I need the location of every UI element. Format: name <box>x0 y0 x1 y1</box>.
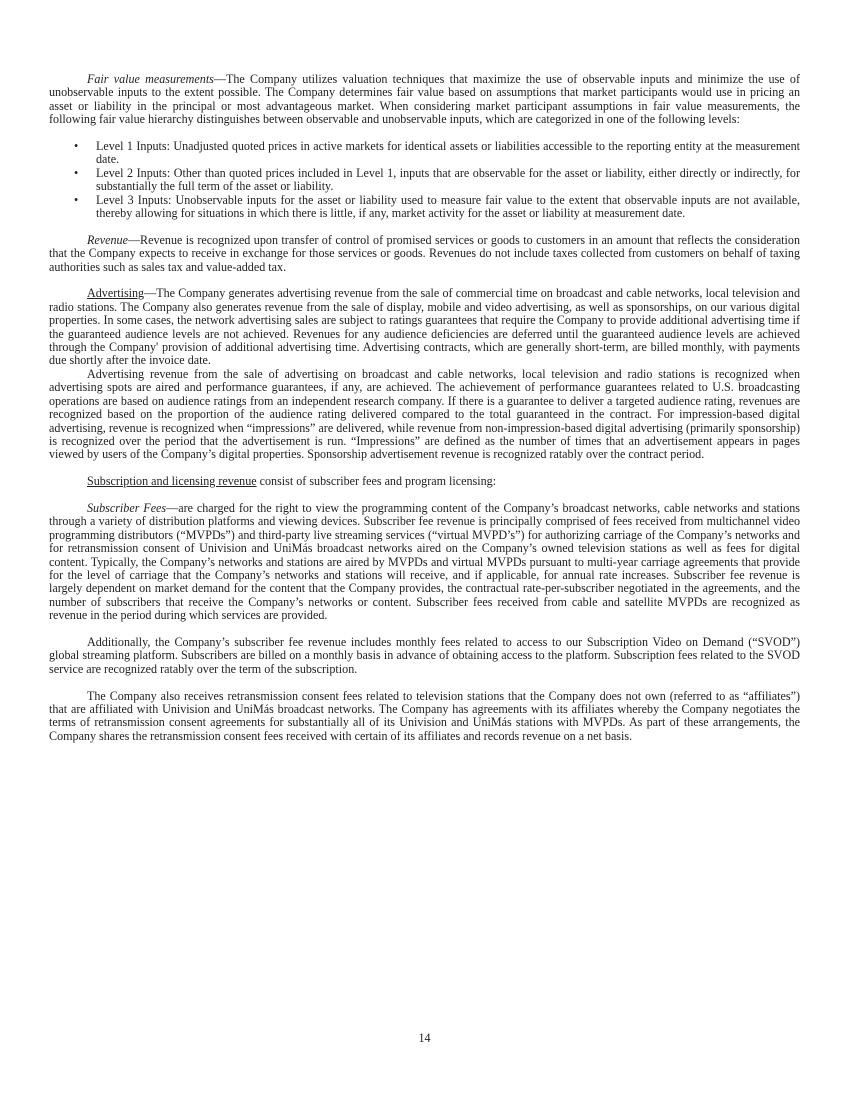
fair-value-levels-list <box>49 140 800 220</box>
list-item <box>74 165 800 194</box>
fair-value-paragraph <box>49 73 800 127</box>
level-3-text: Level 3 Inputs: Unobservable inputs for the asset or liability used to measure fair value to the extent that observable inputs are not available, thereby allowing for situations in which there is little, if any, market activity for the asset or liability at measurement date. <box>96 192 800 221</box>
document-page <box>49 73 800 743</box>
list-item <box>74 192 800 221</box>
revenue-paragraph <box>49 234 800 274</box>
subscriber-fees-paragraph <box>49 502 800 623</box>
advertising-recognition-paragraph: Advertising revenue from the sale of advertising on broadcast and cable networks, local television and radio stations is recognized when advertising spots are aired and performance guarantees, if any, are achieved. The achievement of performance guarantees related to U.S. broadcasting operations are based on audience ratings from an independent research company. If there is a guarantee to deliver a targeted audience rating, revenues are recognized based on the proportion of the audience rating delivered compared to the total guaranteed in the contract. For impression-based digital advertising, revenue is recognized when “impressions” are delivered, while revenue from non-impression-based digital advertising (primarily sponsorship) is recognized over the period that the advertisement is run. “Impressions” are defined as the number of times that an advertisement appears in pages viewed by users of the Company’s digital properties. Sponsorship advertisement revenue is recognized ratably over the contract period. <box>49 366 800 462</box>
subscription-intro-text: consist of subscriber fees and program licensing: <box>256 474 497 489</box>
page-number: 14 <box>418 1031 431 1045</box>
advertising-text: —The Company generates advertising revenue from the sale of commercial time on broadcast and cable networks, local television and radio stations. The Company also generates revenue from the sale of display, mobile and video advertising, as well as sponsorships, on our various digital properties. In some cases, the network advertising sales are subject to ratings guarantees that require the Company to provide additional advertising time if the guaranteed audience levels are not achieved. Revenues for any audience deficiencies are deferred until the guaranteed audience levels are achieved through the Company' provision of additional advertising time. Advertising contracts, which are generally short-term, are billed monthly, with payments due shortly after the invoice date. <box>49 286 800 368</box>
list-item <box>74 139 800 167</box>
revenue-heading: Revenue <box>87 232 128 247</box>
advertising-paragraph <box>49 287 800 367</box>
subscription-intro-paragraph <box>49 475 800 488</box>
retransmission-paragraph: The Company also receives retransmission consent fees related to television stations that the Company does not own (referred to as “affiliates”) that are affiliated with Univision and UniMás broadcast networks. The Company has agreements with its affiliates whereby the Company negotiates the terms of retransmission consent agreements for substantially all of its Univision and UniMás stations with MVPDs. As part of these arrangements, the Company shares the retransmission consent fees received with certain of its affiliates and records revenue on a net basis. <box>49 688 800 743</box>
level-2-text: Level 2 Inputs: Other than quoted prices included in Level 1, inputs that are observable for the asset or liability, either directly or indirectly, for substantially the full term of the asset or liability. <box>96 165 800 194</box>
bullet-icon: • <box>74 165 79 180</box>
revenue-text: —Revenue is recognized upon transfer of control of promised services or goods to customers in an amount that reflects the consideration that the Company expects to receive in exchange for those services or goods. Revenues do not include taxes collected from customers on behalf of taxing authorities such as sales tax and value-added tax. <box>49 232 800 274</box>
fair-value-text: —The Company utilizes valuation techniques that maximize the use of observable inputs and minimize the use of unobservable inputs to the extent possible. The Company determines fair value based on assumptions that market participants would use in pricing an asset or liability in the principal or most advantageous market. When considering market participant assumptions in fair value measurements, the following fair value hierarchy distinguishes between observable and unobservable inputs, which are categorized in one of the following levels: <box>49 72 800 127</box>
subscriber-fees-heading: Subscriber Fees <box>87 500 167 515</box>
subscriber-fees-text: —are charged for the right to view the programming content of the Company’s broadcast networks, cable networks and stations through a variety of distribution platforms and viewing devices. Subscriber fee revenue is principally comprised of fees received from multichannel video programming distributors (“MVPDs”) and third-party live streaming services (“virtual MVPD’s”) for authorizing carriage of the Company’s networks and for retransmission consent of Univision and UniMás broadcast networks aired on the Company’s owned television stations as well as fees for digital content. Typically, the Company’s networks and stations are aired by MVPDs and virtual MVPDs pursuant to multi-year carriage agreements that provide for the level of carriage that the Company’s networks and stations will receive, and if applicable, for annual rate increases. Subscriber fee revenue is largely dependent on market demand for the content that the Company provides, the contractual rate-per-subscriber negotiated in the agreements, and the number of subscribers that receive the Company’s networks or content. Subscriber fees received from cable and satellite MVPDs are recognized as revenue in the period during which services are provided. <box>49 500 800 623</box>
level-1-text: Level 1 Inputs: Unadjusted quoted prices in active markets for identical assets or liabilities accessible to the reporting entity at the measurement date. <box>96 139 800 167</box>
svod-paragraph: Additionally, the Company’s subscriber fee revenue includes monthly fees related to access to our Subscription Video on Demand (“SVOD”) global streaming platform. Subscribers are billed on a monthly basis in advance of obtaining access to the platform. Subscription fees related to the SVOD service are recognized ratably over the term of the subscription. <box>49 634 800 676</box>
bullet-icon: • <box>74 139 79 154</box>
bullet-icon: • <box>74 192 79 207</box>
fair-value-heading: Fair value measurements <box>87 72 214 86</box>
advertising-heading: Advertising <box>87 286 145 301</box>
subscription-heading: Subscription and licensing revenue <box>87 474 257 489</box>
